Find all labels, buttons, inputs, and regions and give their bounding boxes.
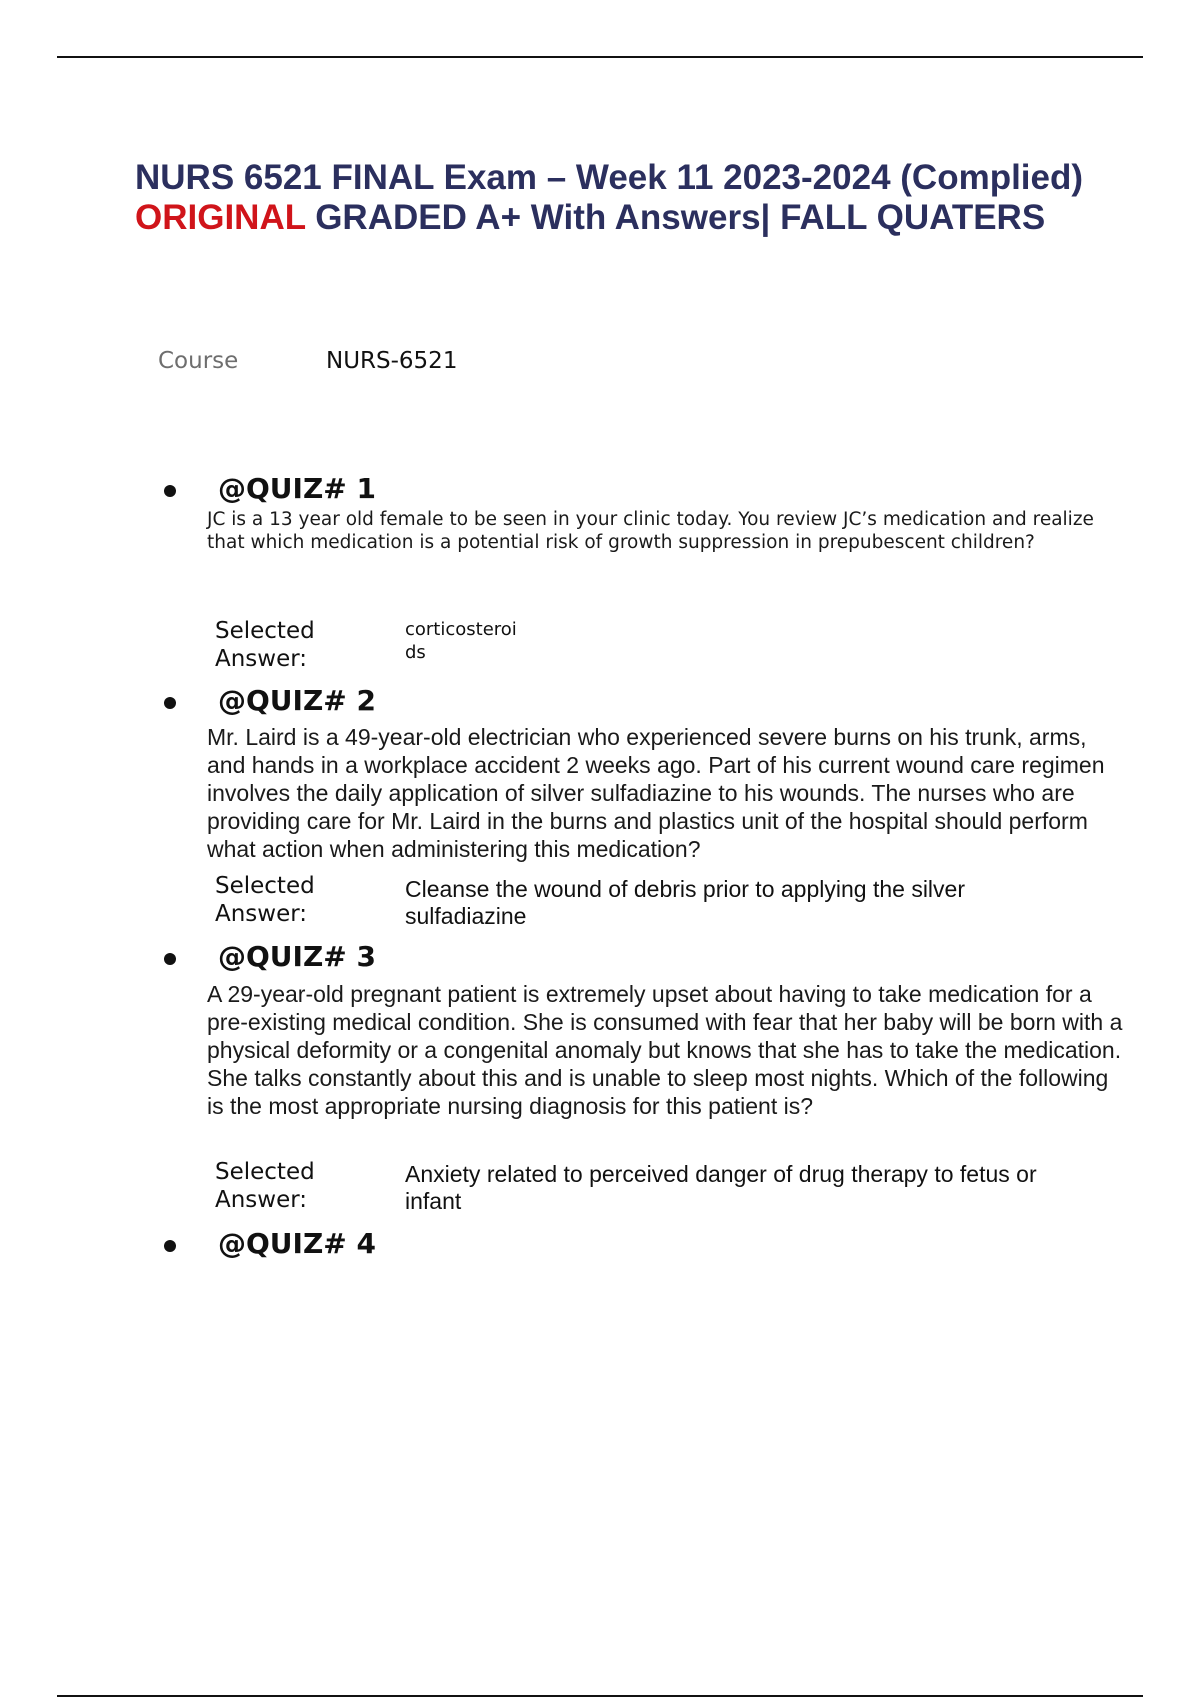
selected-label-line1: Selected — [215, 873, 315, 899]
quiz-3-question: A 29-year-old pregnant patient is extremely upset about having to take medication for a pre-existing medical condition. She is consumed with fear that her baby will be born with a physical deformity or a congenital anomaly but knows that she has to take the medication. She talks constantly about this and is unable to sleep most nights. Which of the following is the most appropriate nursing diagnosis for this patient is? — [207, 981, 1123, 1119]
selected-label-line2: Answer: — [215, 901, 308, 927]
top-rule — [57, 56, 1143, 58]
quiz-3-selected-label — [215, 1158, 365, 1214]
quiz-2-answer-line2: sulfadiazine — [405, 903, 527, 929]
course-label: Course — [158, 348, 239, 374]
quiz-4-heading: @QUIZ# 4 — [218, 1227, 376, 1260]
bullet-icon — [164, 485, 176, 497]
quiz-3-answer — [405, 1161, 1105, 1215]
quiz-3-answer-line1: Anxiety related to perceived danger of drug therapy to fetus or — [405, 1161, 1037, 1187]
selected-label-line1: Selected — [215, 618, 315, 644]
quiz-2-answer-line1: Cleanse the wound of debris prior to applying the silver — [405, 876, 965, 902]
document-title — [135, 158, 1135, 238]
title-highlight: ORIGINAL — [135, 198, 306, 237]
quiz-2-question: Mr. Laird is a 49-year-old electrician who experienced severe burns on his trunk, arms, and hands in a workplace accident 2 weeks ago. Part of his current wound care regimen involves the daily application of silver sulfadiazine to his wounds. The nurses who are providing care for Mr. Laird in the burns and plastics unit of the hospital should perform what action when administering this medication? — [207, 724, 1105, 862]
quiz-3-answer-line2: infant — [405, 1188, 462, 1214]
title-part1: NURS 6521 FINAL Exam – Week 11 2023-2024 (Complied) — [135, 158, 1084, 197]
quiz-2-answer — [405, 876, 1105, 930]
selected-label-line1: Selected — [215, 1159, 315, 1185]
bottom-rule — [57, 1695, 1143, 1697]
quiz-1-answer-line2: ds — [405, 642, 426, 663]
course-value: NURS-6521 — [326, 348, 458, 374]
quiz-3-heading: @QUIZ# 3 — [218, 940, 376, 973]
quiz-1-answer-line1: corticosteroi — [405, 619, 517, 640]
selected-label-line2: Answer: — [215, 646, 308, 672]
quiz-1-question: JC is a 13 year old female to be seen in your clinic today. You review JC’s medication and realize that which medication is a potential risk of growth suppression in prepubescent children? — [207, 509, 1094, 553]
bullet-icon — [164, 1240, 176, 1252]
quiz-2-selected-label — [215, 872, 365, 928]
title-part2: GRADED A+ With Answers| FALL QUATERS — [305, 198, 1046, 237]
selected-label-line2: Answer: — [215, 1187, 308, 1213]
quiz-1-heading: @QUIZ# 1 — [218, 472, 376, 505]
quiz-1-selected-label — [215, 617, 365, 673]
bullet-icon — [164, 697, 176, 709]
quiz-2-heading: @QUIZ# 2 — [218, 684, 376, 717]
bullet-icon — [164, 953, 176, 965]
quiz-1-answer — [405, 618, 545, 664]
